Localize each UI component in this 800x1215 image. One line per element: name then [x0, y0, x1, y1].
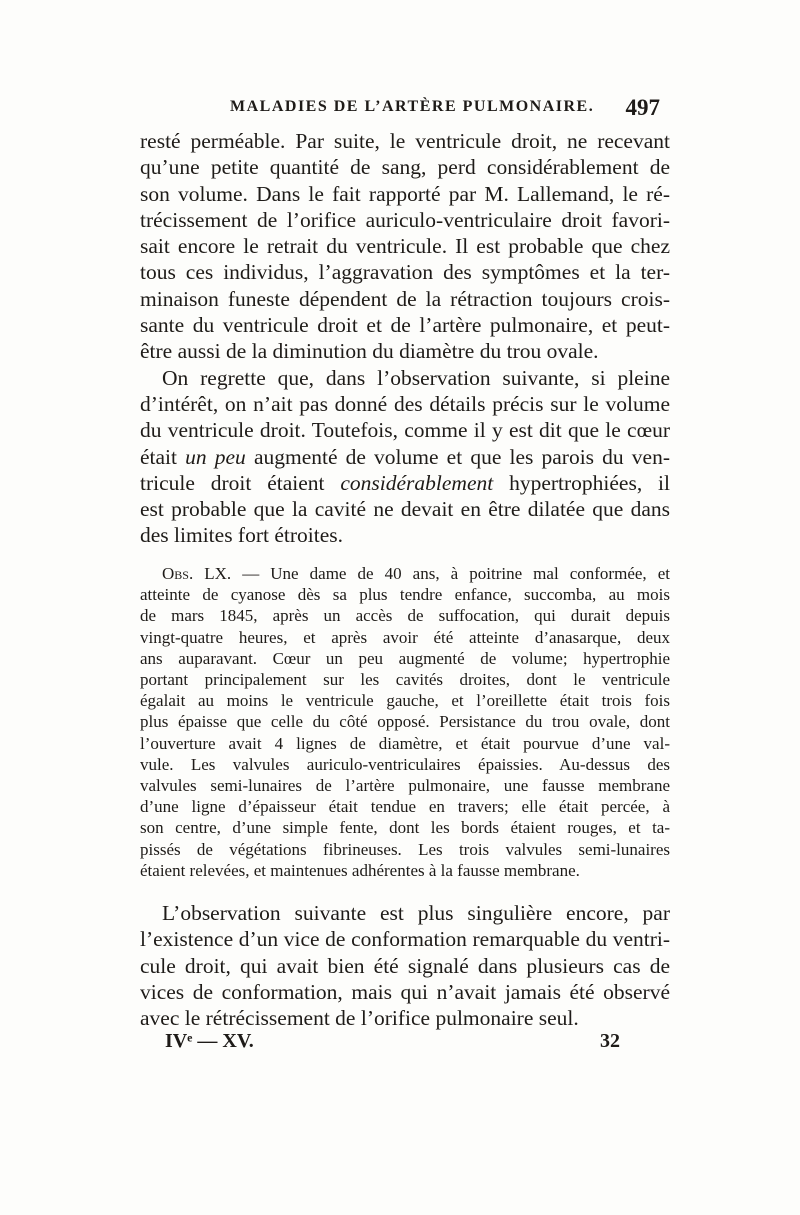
text-line: d’une ligne d’épaisseur était tendue en travers; elle était percée, à [140, 797, 670, 817]
text-line: des limites fort étroites. [140, 523, 344, 548]
text-line: vingt-quatre heures, et après avoir été atteinte d’anasarque, deux [140, 627, 670, 647]
text-line: minaison funeste dépendent de la rétraction toujours crois- [140, 286, 670, 311]
signature-mark: IVᵉ — XV. [165, 1030, 254, 1052]
text-line: cule droit, qui avait bien été signalé dans plusieurs cas de [140, 953, 670, 978]
text-line: atteinte de cyanose dès sa plus tendre enfance, succomba, au mois [140, 585, 670, 605]
text-line: vices de conformation, mais qui n’avait jamais été observé [140, 979, 670, 1004]
page-footer [165, 1030, 620, 1060]
text-run: tricule droit étaient [140, 470, 341, 495]
text-line: sante du ventricule droit et de l’artère pulmonaire, et peut- [140, 313, 670, 338]
text-line: qu’une petite quantité de sang, perd considérablement de [140, 155, 670, 180]
italic-phrase: un peu [185, 444, 246, 469]
text-line: On regrette que, dans l’observation suivante, si pleine [162, 365, 670, 390]
text-run: était [140, 444, 186, 469]
text-run: hypertrophiées, il [493, 470, 670, 495]
text-run: augmenté de volume et que les parois du ven- [245, 444, 670, 469]
page-header [140, 95, 660, 125]
text-line: d’intérêt, on n’ait pas donné des détails précis sur le volume [140, 391, 670, 416]
text-line: de mars 1845, après un accès de suffocation, qui durait depuis [140, 606, 670, 626]
text-line: valvules semi-lunaires de l’artère pulmonaire, une fausse membrane [140, 776, 670, 796]
text-line: sait encore le retrait du ventricule. Il est probable que chez [140, 234, 670, 259]
text-line: resté perméable. Par suite, le ventricule droit, ne recevant [140, 129, 670, 153]
text-line: l’existence d’un vice de conformation remarquable du ventri- [140, 927, 670, 952]
text-line [140, 444, 670, 470]
text-line: avec le rétrécissement de l’orifice pulmonaire seul. [140, 1006, 579, 1031]
text-line: égalait au moins le ventricule gauche, et l’oreillette était trois fois [140, 691, 670, 711]
text-line [140, 470, 670, 496]
text-line: est probable que la cavité ne devait en être dilatée que dans [140, 497, 670, 522]
text-line: plus épaisse que celle du côté opposé. Persistance du trou ovale, dont [140, 712, 670, 732]
text-line: pissés de végétations fibrineuses. Les trois valvules semi-lunaires [140, 839, 670, 859]
observation-block [140, 563, 670, 881]
text-line [140, 563, 670, 584]
text-line: portant principalement sur les cavités droites, dont le ventricule [140, 670, 670, 690]
text-line: être aussi de la diminution du diamètre du trou ovale. [140, 339, 599, 364]
running-title: MALADIES DE L’ARTÈRE PULMONAIRE. [230, 98, 595, 115]
italic-phrase: considérablement [340, 470, 494, 495]
body-text-main [140, 128, 670, 549]
page-number: 497 [625, 95, 660, 120]
text-line: ans auparavant. Cœur un peu augmenté de volume; hypertrophie [140, 648, 670, 668]
text-line: du ventricule droit. Toutefois, comme il y est dit que le cœur [140, 418, 670, 443]
text-run: — Une dame de 40 ans, à poitrine mal conformée, et [231, 564, 670, 583]
observation-label: Obs. LX. [162, 564, 232, 583]
body-text-closing [140, 900, 670, 1031]
text-line: l’ouverture avait 4 lignes de diamètre, et était pourvue d’une val- [140, 733, 670, 753]
text-line: tous ces individus, l’aggravation des symptômes et la ter- [140, 260, 670, 285]
text-line: vule. Les valvules auriculo-ventriculaires épaissies. Au-dessus des [140, 754, 670, 774]
text-line: L’observation suivante est plus singulière encore, par [162, 901, 670, 925]
text-line: étaient relevées, et maintenues adhérentes à la fausse membrane. [140, 860, 580, 880]
text-line: son centre, d’une simple fente, dont les bords étaient rouges, et ta- [140, 818, 670, 838]
sheet-number: 32 [600, 1030, 620, 1052]
text-line: trécissement de l’orifice auriculo-ventriculaire droit favori- [140, 207, 670, 232]
text-line: son volume. Dans le fait rapporté par M. Lallemand, le ré- [140, 181, 670, 206]
